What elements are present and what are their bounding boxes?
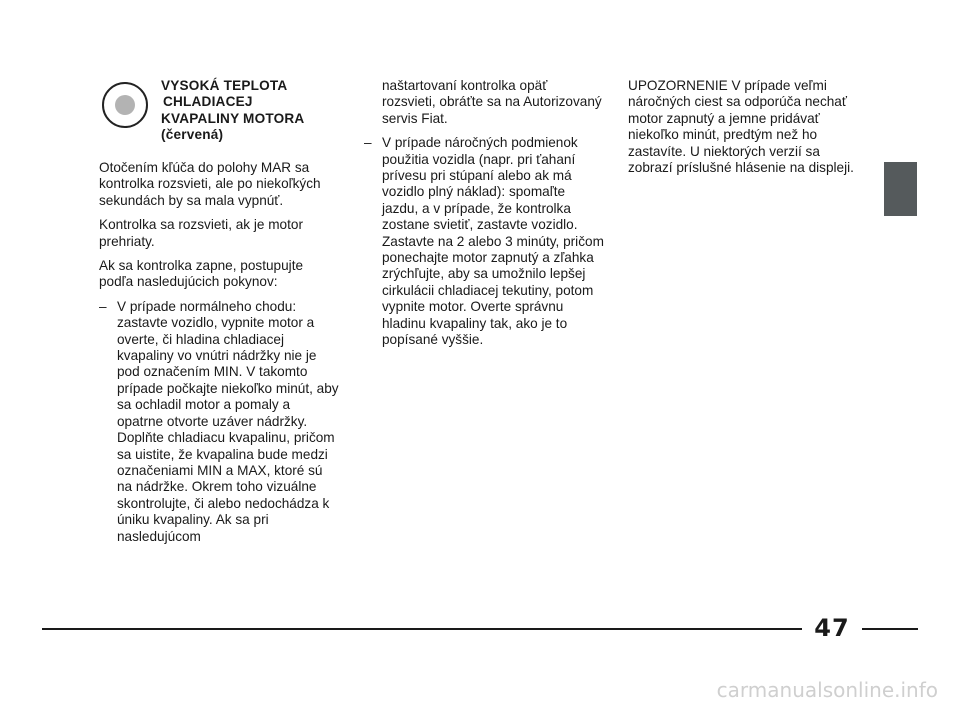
column-right (628, 78, 868, 184)
footer-rule-left (42, 628, 802, 630)
warning-title-line-4: (červená) (161, 127, 224, 143)
warning-heading-block (99, 78, 339, 156)
chapter-tab (884, 162, 917, 216)
column-middle (364, 78, 604, 357)
watermark: carmanualsonline.info (716, 678, 938, 702)
warning-title-line-2: CHLADIACEJ (163, 94, 253, 110)
warning-lamp-core (115, 95, 135, 115)
warning-title-line-3: KVAPALINY MOTORA (161, 110, 305, 126)
page-number: 47 (814, 614, 850, 642)
warning-title-line-1: VYSOKÁ TEPLOTA (161, 78, 288, 93)
bullet-normal-operation-continued: naštartovaní kontrolka opäť rozsvieti, obráťte sa na Autorizovaný servis Fiat. (382, 78, 602, 126)
bullet-normal-operation: – V prípade normálneho chodu: zastavte vozidlo, vypnite motor a overte, či hladina chladiacej kvapaliny vo vnútri nádržky nie je pod označením MIN. V takomto prípade počkajte niekoľko minút, aby sa ochladil motor a pomaly a opatrne otvorte uzáver nádržky. Doplňte chladiacu kvapalinu, pričom sa uistite, že kvapalina bude medzi označeniami MIN a MAX, ktoré sú na nádržke. Okrem toho vizuálne skontrolujte, či alebo nedochádza k úniku kvapaliny. Ak sa pri nasledujúcom (99, 299, 339, 545)
paragraph-instructions-intro: Ak sa kontrolka zapne, postupujte podľa nasledujúcich pokynov: (99, 258, 304, 290)
footer-rule-right (862, 628, 918, 630)
bullet-demanding-conditions: – V prípade náročných podmienok použitia vozidla (napr. pri ťahaní prívesu pri stúpaní alebo ak má vozidlo plný náklad): spomaľte jazdu, a v prípade, že kontrolka zostane svietiť, zastavte vozidlo. Zastavte na 2 alebo 3 minúty, pričom ponechajte motor zapnutý a zľahka zrýchľujte, aby sa umožnilo lepšej cirkulácii chladiacej tekutiny, potom vypnite motor. Overte správnu hladinu kvapaliny tak, ako je to popísané vyššie. (364, 135, 604, 348)
note-warning: UPOZORNENIE V prípade veľmi náročných ciest sa odporúča nechať motor zapnutý a jemne pridávať niekoľko minút, predtým než ho zastavíte. U niektorých verzií sa zobrazí príslušné hlásenie na displeji. (628, 78, 854, 176)
paragraph-overheated: Kontrolka sa rozsvieti, ak je motor prehriaty. (99, 217, 303, 249)
column-left (99, 78, 339, 553)
warning-lamp-icon (102, 82, 148, 128)
warning-title (161, 78, 341, 144)
paragraph-key-position: Otočením kľúča do polohy MAR sa kontrolka rozsvieti, ale po niekoľkých sekundách by sa mala vypnúť. (99, 160, 321, 208)
